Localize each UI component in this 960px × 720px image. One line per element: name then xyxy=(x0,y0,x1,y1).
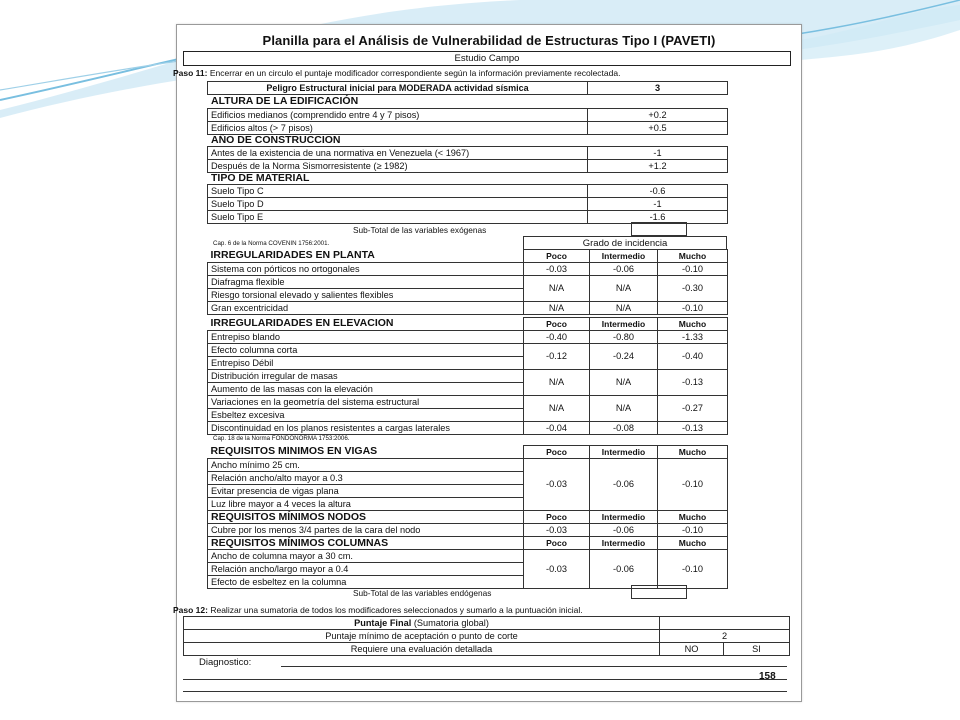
row-label: Ancho de columna mayor a 30 cm. xyxy=(208,550,524,563)
mucho-value: -0.10 xyxy=(658,550,728,589)
row-label: Efecto columna corta xyxy=(208,344,524,357)
table-row xyxy=(208,370,728,383)
altura-table xyxy=(207,108,728,135)
option-no[interactable]: NO xyxy=(660,643,724,656)
row-label: Discontinuidad en los planos resistentes a cargas laterales xyxy=(208,422,524,435)
puntaje-final-sub: (Sumatoria global) xyxy=(413,617,489,628)
elevacion-table xyxy=(207,317,728,435)
row-label: Suelo Tipo C xyxy=(208,185,588,198)
col-intermedio: Intermedio xyxy=(590,446,658,459)
col-intermedio: Intermedio xyxy=(590,250,658,263)
table-row xyxy=(208,550,728,563)
punto-corte-label: Puntaje mínimo de aceptación o punto de corte xyxy=(184,630,660,643)
anio-title: AÑO DE CONSTRUCCION xyxy=(211,134,341,146)
diagnostico-line-1[interactable] xyxy=(281,666,787,667)
intermedio-value: -0.80 xyxy=(590,331,658,344)
subtotal-endogenas-box[interactable] xyxy=(631,585,687,599)
mucho-value: -0.10 xyxy=(658,302,728,315)
col-poco: Poco xyxy=(524,446,590,459)
row-label: Entrepiso Débil xyxy=(208,357,524,370)
estudio-campo-header: Estudio Campo xyxy=(183,51,791,66)
mucho-value: -0.27 xyxy=(658,396,728,422)
document-page xyxy=(173,24,802,702)
poco-value: -0.03 xyxy=(524,263,590,276)
mucho-value: -0.30 xyxy=(658,276,728,302)
row-label: Esbeltez excesiva xyxy=(208,409,524,422)
row-label: Distribución irregular de masas xyxy=(208,370,524,383)
row-value: -1 xyxy=(588,147,728,160)
col-intermedio: Intermedio xyxy=(590,318,658,331)
hazard-value: 3 xyxy=(588,82,728,95)
grado-header xyxy=(523,236,727,250)
row-label: Edificios medianos (comprendido entre 4 y 7 pisos) xyxy=(208,109,588,122)
columnas-title: REQUISITOS MÍNIMOS COLUMNAS xyxy=(208,537,524,550)
table-row xyxy=(208,524,728,537)
row-label: Cubre por los menos 3/4 partes de la cara del nodo xyxy=(208,524,524,537)
row-label: Gran excentricidad xyxy=(208,302,524,315)
poco-value: -0.12 xyxy=(524,344,590,370)
col-mucho: Mucho xyxy=(658,318,728,331)
intermedio-value: -0.06 xyxy=(590,263,658,276)
row-value: -0.6 xyxy=(588,185,728,198)
col-intermedio: Intermedio xyxy=(590,537,658,550)
nodos-title: REQUISITOS MÍNIMOS NODOS xyxy=(208,511,524,524)
row-label: Suelo Tipo E xyxy=(208,211,588,224)
poco-value: -0.03 xyxy=(524,524,590,537)
intermedio-value: -0.24 xyxy=(590,344,658,370)
col-mucho: Mucho xyxy=(658,250,728,263)
table-row xyxy=(208,160,728,173)
punto-corte-value: 2 xyxy=(660,630,790,643)
intermedio-value: -0.06 xyxy=(590,524,658,537)
row-label: Luz libre mayor a 4 veces la altura xyxy=(208,498,524,511)
poco-value: -0.03 xyxy=(524,550,590,589)
mucho-value: -0.13 xyxy=(658,370,728,396)
cap6-note: Cap. 6 de la Norma COVENIN 1756:2001. xyxy=(213,240,330,247)
row-label: Diafragma flexible xyxy=(208,276,524,289)
col-mucho: Mucho xyxy=(658,511,728,524)
mucho-value: -0.10 xyxy=(658,263,728,276)
table-row xyxy=(208,185,728,198)
row-label: Riesgo torsional elevado y salientes flexibles xyxy=(208,289,524,302)
intermedio-value: N/A xyxy=(590,302,658,315)
poco-value: N/A xyxy=(524,396,590,422)
row-label: Ancho mínimo 25 cm. xyxy=(208,459,524,472)
table-row xyxy=(208,198,728,211)
table-row xyxy=(208,422,728,435)
intermedio-value: N/A xyxy=(590,370,658,396)
poco-value: -0.40 xyxy=(524,331,590,344)
option-si[interactable]: SI xyxy=(724,643,790,656)
table-row xyxy=(208,331,728,344)
altura-title: ALTURA DE LA EDIFICACIÓN xyxy=(211,95,359,107)
poco-value: N/A xyxy=(524,370,590,396)
puntaje-final-label: Puntaje Final xyxy=(354,617,412,628)
table-row xyxy=(208,344,728,357)
table-row xyxy=(208,396,728,409)
grado-label: Grado de incidencia xyxy=(524,237,727,250)
row-label: Entrepiso blando xyxy=(208,331,524,344)
row-label: Sistema con pórticos no ortogonales xyxy=(208,263,524,276)
planta-title: IRREGULARIDADES EN PLANTA xyxy=(208,250,524,263)
table-row xyxy=(208,302,728,315)
mucho-value: -0.13 xyxy=(658,422,728,435)
hazard-table xyxy=(207,81,728,95)
row-value: +1.2 xyxy=(588,160,728,173)
table-row xyxy=(208,122,728,135)
anio-table xyxy=(207,146,728,173)
poco-value: -0.03 xyxy=(524,459,590,511)
page-number: 158 xyxy=(759,671,776,682)
row-label: Evitar presencia de vigas plana xyxy=(208,485,524,498)
table-row xyxy=(208,459,728,472)
intermedio-value: N/A xyxy=(590,396,658,422)
poco-value: N/A xyxy=(524,276,590,302)
row-value: -1.6 xyxy=(588,211,728,224)
vigas-title: REQUISITOS MÍNIMOS EN VIGAS xyxy=(208,446,524,459)
row-label: Antes de la existencia de una normativa en Venezuela (< 1967) xyxy=(208,147,588,160)
requisitos-table xyxy=(207,445,728,589)
row-value: +0.5 xyxy=(588,122,728,135)
puntaje-final-cell xyxy=(184,617,660,630)
mucho-value: -0.10 xyxy=(658,459,728,511)
row-label: Aumento de las masas con la elevación xyxy=(208,383,524,396)
paso-12-text: Realizar una sumatoria de todos los modificadores seleccionados y sumarlo a la puntuación inicial. xyxy=(210,605,583,615)
table-row xyxy=(208,109,728,122)
hazard-label: Peligro Estructural inicial para MODERADA actividad sísmica xyxy=(208,82,588,95)
row-label: Efecto de esbeltez en la columna xyxy=(208,576,524,589)
intermedio-value: -0.06 xyxy=(590,550,658,589)
paso-11-label: Paso 11: xyxy=(173,68,208,78)
table-row xyxy=(208,276,728,289)
col-intermedio: Intermedio xyxy=(590,511,658,524)
subtotal-endogenas-label: Sub-Total de las variables endógenas xyxy=(353,588,492,598)
mucho-value: -0.40 xyxy=(658,344,728,370)
intermedio-value: N/A xyxy=(590,276,658,302)
row-label: Relación ancho/alto mayor a 0.3 xyxy=(208,472,524,485)
material-title: TIPO DE MATERIAL xyxy=(211,172,310,184)
row-label: Edificios altos (> 7 pisos) xyxy=(208,122,588,135)
poco-value: -0.04 xyxy=(524,422,590,435)
requiere-label: Requiere una evaluación detallada xyxy=(184,643,660,656)
row-label: Variaciones en la geometría del sistema estructural xyxy=(208,396,524,409)
subtotal-exogenas-label: Sub-Total de las variables exógenas xyxy=(353,225,487,235)
intermedio-value: -0.06 xyxy=(590,459,658,511)
elevacion-title: IRREGULARIDADES EN ELEVACION xyxy=(208,318,524,331)
row-label: Suelo Tipo D xyxy=(208,198,588,211)
poco-value: N/A xyxy=(524,302,590,315)
diagnostico-line-3[interactable] xyxy=(183,691,787,692)
row-value: +0.2 xyxy=(588,109,728,122)
col-poco: Poco xyxy=(524,511,590,524)
cap18-note: Cap. 18 de la Norma FONDONORMA 1753:2006. xyxy=(213,435,350,442)
table-row xyxy=(208,147,728,160)
diagnostico-label: Diagnostico: xyxy=(199,657,252,668)
col-poco: Poco xyxy=(524,537,590,550)
mucho-value: -1.33 xyxy=(658,331,728,344)
final-table xyxy=(183,616,790,656)
row-label: Después de la Norma Sismorresistente (≥ 1982) xyxy=(208,160,588,173)
material-table xyxy=(207,184,728,224)
col-poco: Poco xyxy=(524,250,590,263)
paso-12-label: Paso 12: xyxy=(173,605,208,615)
puntaje-final-value[interactable] xyxy=(660,617,790,630)
planta-table xyxy=(207,249,728,315)
subtotal-exogenas-box[interactable] xyxy=(631,222,687,236)
document-title: Planilla para el Análisis de Vulnerabilidad de Estructuras Tipo I (PAVETI) xyxy=(262,33,716,48)
col-mucho: Mucho xyxy=(658,446,728,459)
diagnostico-line-2[interactable] xyxy=(183,679,787,680)
col-poco: Poco xyxy=(524,318,590,331)
paso-11-text: Encerrar en un circulo el puntaje modificador correspondiente según la información previamente recolectada. xyxy=(209,68,621,78)
intermedio-value: -0.08 xyxy=(590,422,658,435)
row-value: -1 xyxy=(588,198,728,211)
table-row xyxy=(208,263,728,276)
col-mucho: Mucho xyxy=(658,537,728,550)
paso-11 xyxy=(173,68,620,78)
paso-12 xyxy=(173,605,583,615)
mucho-value: -0.10 xyxy=(658,524,728,537)
row-label: Relación ancho/largo mayor a 0.4 xyxy=(208,563,524,576)
